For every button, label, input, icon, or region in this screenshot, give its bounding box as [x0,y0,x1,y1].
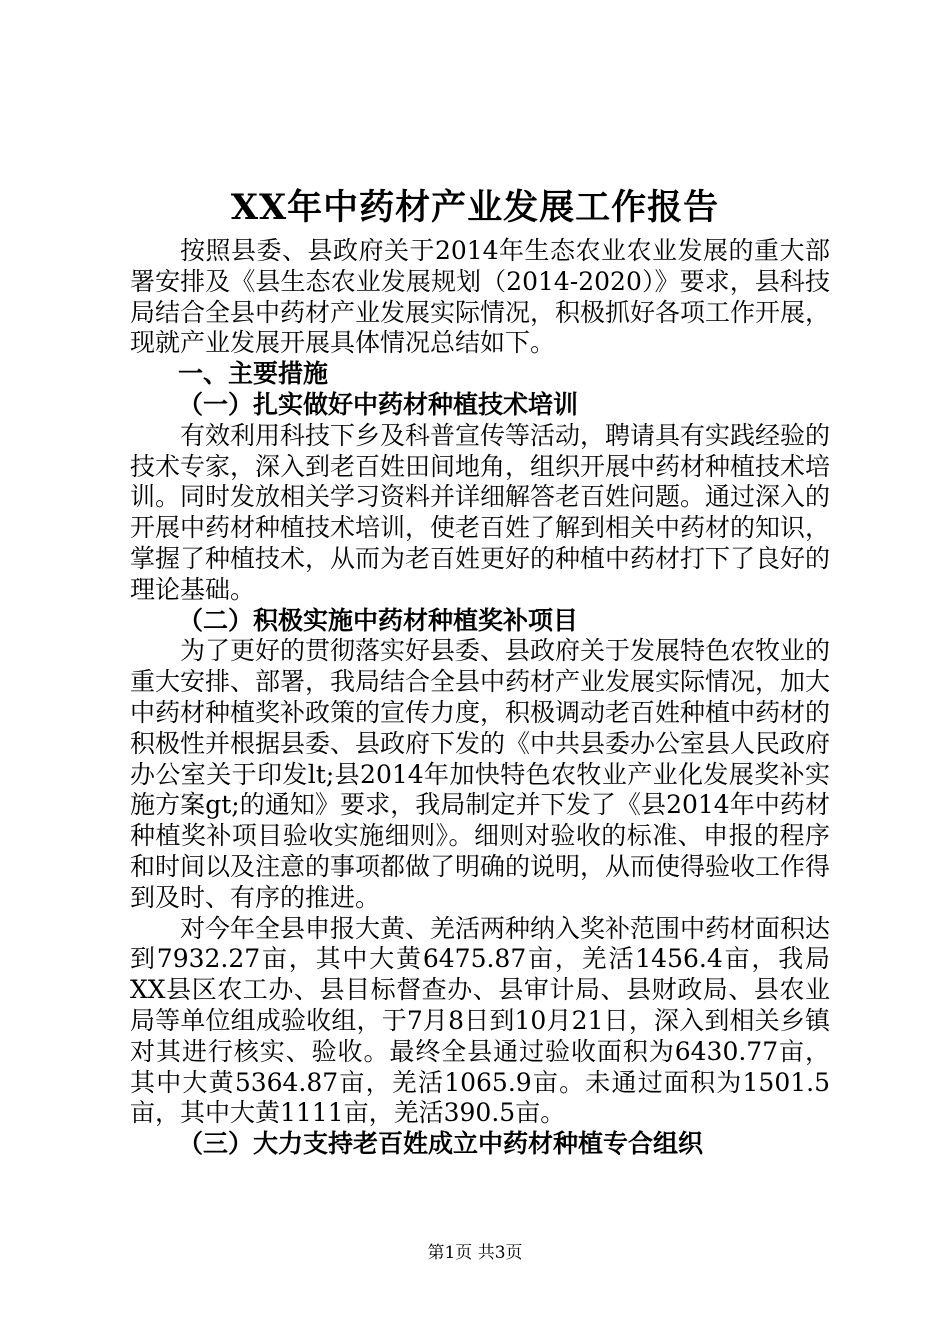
paragraph-intro: 按照县委、县政府关于2014年生态农业农业发展的重大部署安排及《县生态农业发展规划（2014-2020）》要求，县科技局结合全县中药材产业发展实际情况，积极抓好各项工作开展，现就产业发展开展具体情况总结如下。 [130,236,831,358]
heading-training: （一）扎实做好中药材种植技术培训 [178,389,579,419]
page-number: 第1页 共3页 [427,1243,523,1263]
paragraph-subsidy-figures: 对今年全县申报大黄、羌活两种纳入奖补范围中药材面积达到7932.27亩，其中大黄6475.87亩，羌活1456.4亩，我局XX县区农工办、县目标督查办、县审计局、县财政局、县农业局等单位组成验收组，于7月8日到10月21日，深入到相关乡镇对其进行核实、验收。最终全县通过验收面积为6430.77亩，其中大黄5364.87亩，羌活1065.9亩。未通过面积为1501.5亩，其中大黄1111亩，羌活390.5亩。 [130,913,831,1128]
paragraph-training: 有效利用科技下乡及科普宣传等活动，聘请具有实践经验的技术专家，深入到老百姓田间地角，组织开展中药材种植技术培训。同时发放相关学习资料并详细解答老百姓问题。通过深入的开展中药材种植技术培训，使老百姓了解到相关中药材的知识，掌握了种植技术，从而为老百姓更好的种植中药材打下了良好的理论基础。 [130,420,831,604]
heading-main-measures: 一、主要措施 [178,359,329,389]
heading-subsidy: （二）积极实施中药材种植奖补项目 [178,605,579,635]
document-title: XX年中药材产业发展工作报告 [230,187,720,228]
document-body [130,236,830,1160]
heading-cooperatives: （三）大力支持老百姓成立中药材种植专合组织 [178,1129,704,1159]
paragraph-subsidy-policy: 为了更好的贯彻落实好县委、县政府关于发展特色农牧业的重大安排、部署，我局结合全县中药材产业发展实际情况，加大中药材种植奖补政策的宣传力度，积极调动老百姓种植中药材的积极性并根据县委、县政府下发的《中共县委办公室县人民政府办公室关于印发lt;县2014年加快特色农牧业产业化发展奖补实施方案gt;的通知》要求，我局制定并下发了《县2014年中药材种植奖补项目验收实施细则》。细则对验收的标准、申报的程序和时间以及注意的事项都做了明确的说明，从而使得验收工作得到及时、有序的推进。 [130,636,831,912]
